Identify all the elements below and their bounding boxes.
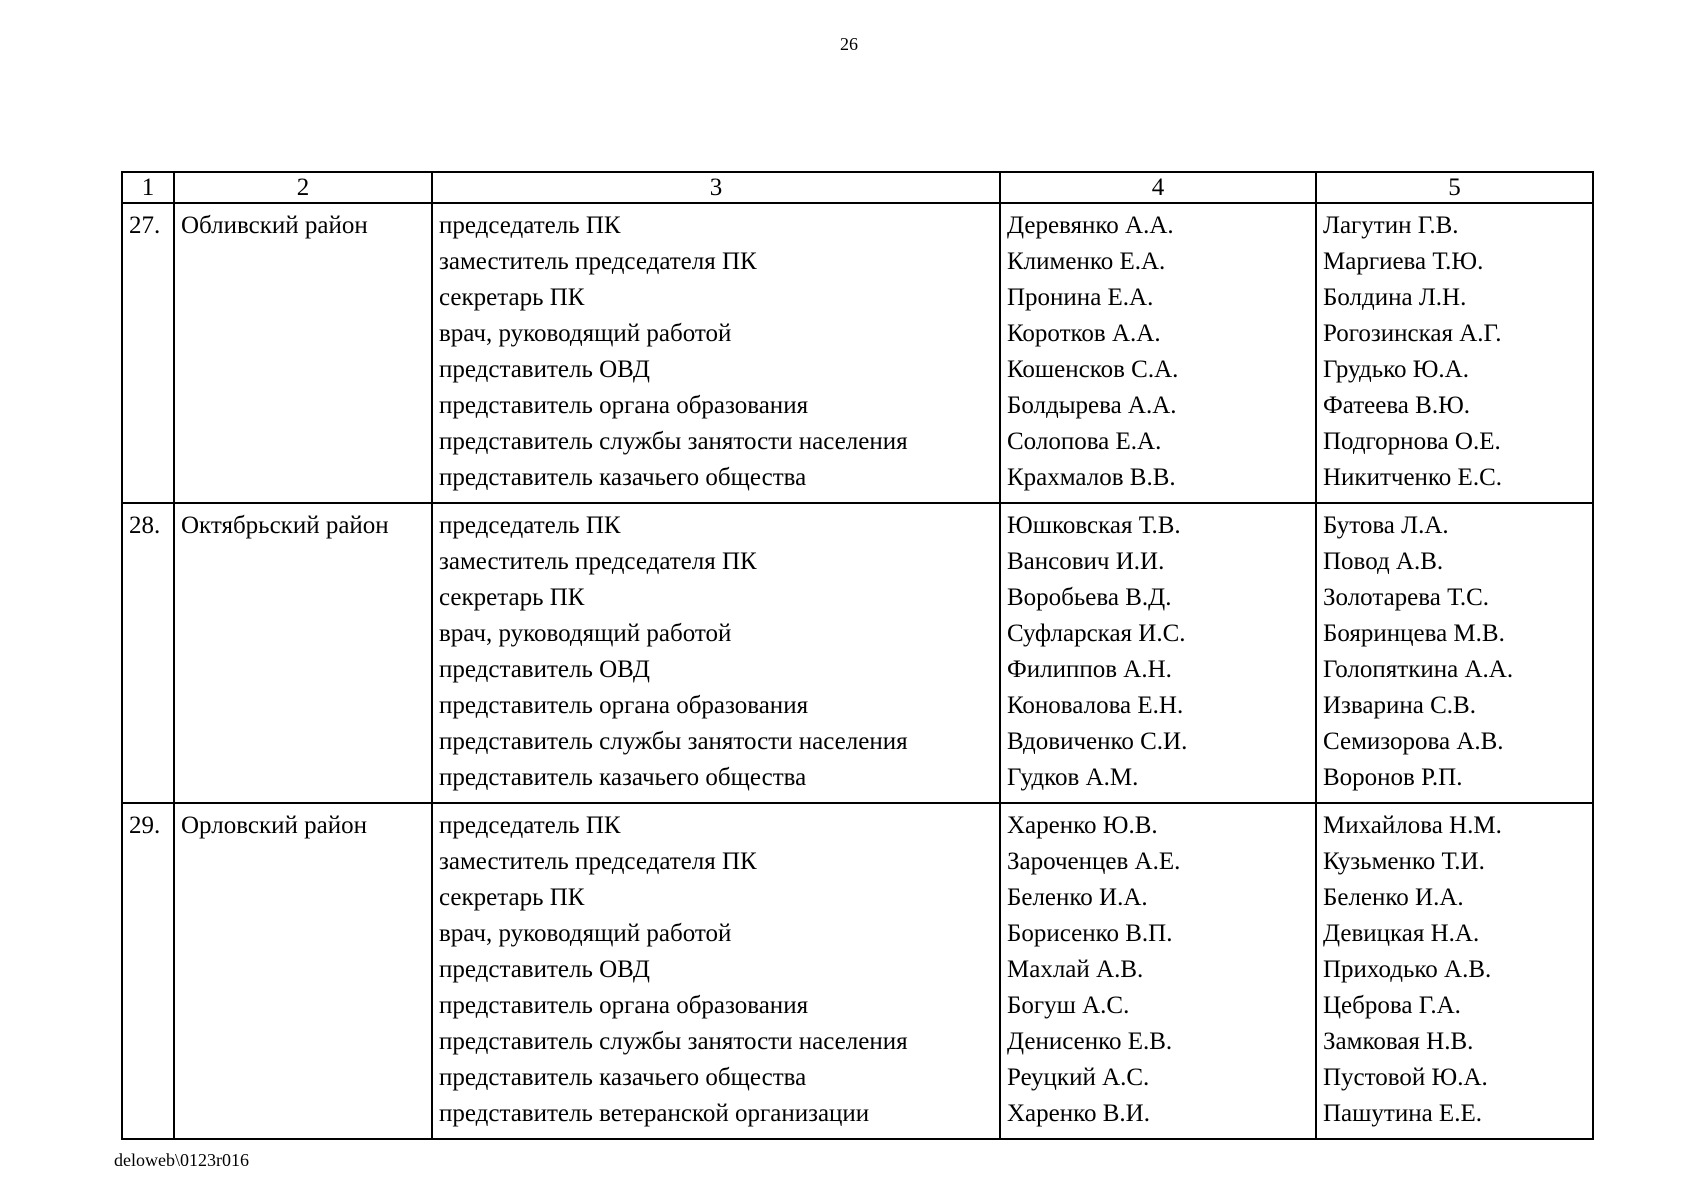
reserve-name: Повод А.В. xyxy=(1323,548,1444,575)
row-number: 27. xyxy=(129,212,161,239)
member-cell xyxy=(1000,803,1316,1139)
position-line: представитель ветеранской организации xyxy=(439,1100,870,1127)
reserve-name: Замковая Н.В. xyxy=(1323,1028,1474,1055)
row-number-cell xyxy=(122,503,174,803)
reserve-name: Приходько А.В. xyxy=(1323,956,1492,983)
member-name: Вдовиченко С.И. xyxy=(1007,728,1188,755)
reserve-name: Рогозинская А.Г. xyxy=(1323,320,1502,347)
reserve-name: Бутова Л.А. xyxy=(1323,512,1449,539)
reserve-cell xyxy=(1316,203,1593,503)
member-name: Коротков А.А. xyxy=(1007,320,1161,347)
member-name: Гудков А.М. xyxy=(1007,764,1139,791)
position-cell xyxy=(432,503,1000,803)
position-line: председатель ПК xyxy=(439,812,621,839)
header-cell-4: 4 xyxy=(1000,172,1316,203)
reserve-name: Цеброва Г.А. xyxy=(1323,992,1461,1019)
reserve-name: Девицкая Н.А. xyxy=(1323,920,1480,947)
member-name: Воробьева В.Д. xyxy=(1007,584,1172,611)
reserve-name: Кузьменко Т.И. xyxy=(1323,848,1485,875)
member-name: Юшковская Т.В. xyxy=(1007,512,1181,539)
position-line: представитель казачьего общества xyxy=(439,764,807,791)
member-name: Крахмалов В.В. xyxy=(1007,464,1176,491)
commission-table xyxy=(121,171,1594,1140)
row-number-cell xyxy=(122,803,174,1139)
reserve-name: Золотарева Т.С. xyxy=(1323,584,1490,611)
header-cell-1: 1 xyxy=(122,172,174,203)
position-line: представитель органа образования xyxy=(439,992,809,1019)
reserve-cell xyxy=(1316,503,1593,803)
reserve-name: Болдина Л.Н. xyxy=(1323,284,1467,311)
member-name: Вансович И.И. xyxy=(1007,548,1165,575)
reserve-name: Пашутина Е.Е. xyxy=(1323,1100,1482,1127)
member-name: Филиппов А.Н. xyxy=(1007,656,1172,683)
position-line: представитель ОВД xyxy=(439,356,650,383)
table-header-row xyxy=(122,172,1593,203)
region-cell xyxy=(174,203,432,503)
position-line: секретарь ПК xyxy=(439,284,585,311)
reserve-name: Никитченко Е.С. xyxy=(1323,464,1503,491)
table-row xyxy=(122,503,1593,803)
reserve-name: Подгорнова О.Е. xyxy=(1323,428,1501,455)
position-line: врач, руководящий работой xyxy=(439,320,732,347)
member-name: Солопова Е.А. xyxy=(1007,428,1162,455)
member-name: Махлай А.В. xyxy=(1007,956,1144,983)
member-cell xyxy=(1000,503,1316,803)
reserve-cell xyxy=(1316,803,1593,1139)
position-line: заместитель председателя ПК xyxy=(439,848,757,875)
position-line: представитель органа образования xyxy=(439,392,809,419)
member-name: Реуцкий А.С. xyxy=(1007,1064,1150,1091)
position-line: заместитель председателя ПК xyxy=(439,548,757,575)
table-row xyxy=(122,803,1593,1139)
member-name: Харенко В.И. xyxy=(1007,1100,1150,1127)
position-line: заместитель председателя ПК xyxy=(439,248,757,275)
region-cell xyxy=(174,503,432,803)
reserve-name: Воронов Р.П. xyxy=(1323,764,1463,791)
region-name: Обливский район xyxy=(181,212,368,239)
footer-doc-code: deloweb\0123r016 xyxy=(114,1150,249,1170)
header-cell-5: 5 xyxy=(1316,172,1593,203)
position-line: представитель ОВД xyxy=(439,956,650,983)
position-line: председатель ПК xyxy=(439,212,621,239)
reserve-name: Михайлова Н.М. xyxy=(1323,812,1502,839)
region-name: Октябрьский район xyxy=(181,512,389,539)
reserve-name: Бояринцева М.В. xyxy=(1323,620,1505,647)
header-cell-2: 2 xyxy=(174,172,432,203)
page-number: 26 xyxy=(840,34,858,54)
position-line: представитель казачьего общества xyxy=(439,1064,807,1091)
reserve-name: Лагутин Г.В. xyxy=(1323,212,1459,239)
reserve-name: Беленко И.А. xyxy=(1323,884,1464,911)
reserve-name: Пустовой Ю.А. xyxy=(1323,1064,1488,1091)
row-number: 29. xyxy=(129,812,161,839)
position-line: представитель казачьего общества xyxy=(439,464,807,491)
member-name: Коновалова Е.Н. xyxy=(1007,692,1184,719)
member-name: Беленко И.А. xyxy=(1007,884,1148,911)
member-name: Денисенко Е.В. xyxy=(1007,1028,1173,1055)
row-number: 28. xyxy=(129,512,161,539)
position-line: представитель службы занятости населения xyxy=(439,728,908,755)
header-cell-3: 3 xyxy=(432,172,1000,203)
reserve-name: Голопяткина А.А. xyxy=(1323,656,1514,683)
member-name: Борисенко В.П. xyxy=(1007,920,1173,947)
position-line: представитель службы занятости населения xyxy=(439,428,908,455)
reserve-name: Грудько Ю.А. xyxy=(1323,356,1469,383)
position-cell xyxy=(432,203,1000,503)
position-line: представитель службы занятости населения xyxy=(439,1028,908,1055)
reserve-name: Фатеева В.Ю. xyxy=(1323,392,1471,419)
member-name: Болдырева А.А. xyxy=(1007,392,1177,419)
position-line: председатель ПК xyxy=(439,512,621,539)
member-name: Деревянко А.А. xyxy=(1007,212,1174,239)
row-number-cell xyxy=(122,203,174,503)
reserve-name: Семизорова А.В. xyxy=(1323,728,1504,755)
position-cell xyxy=(432,803,1000,1139)
member-name: Зароченцев А.Е. xyxy=(1007,848,1181,875)
position-line: представитель органа образования xyxy=(439,692,809,719)
position-line: врач, руководящий работой xyxy=(439,920,732,947)
position-line: секретарь ПК xyxy=(439,584,585,611)
reserve-name: Маргиева Т.Ю. xyxy=(1323,248,1484,275)
member-name: Суфларская И.С. xyxy=(1007,620,1186,647)
member-cell xyxy=(1000,203,1316,503)
member-name: Пронина Е.А. xyxy=(1007,284,1154,311)
region-cell xyxy=(174,803,432,1139)
member-name: Богуш А.С. xyxy=(1007,992,1130,1019)
table-row xyxy=(122,203,1593,503)
member-name: Харенко Ю.В. xyxy=(1007,812,1158,839)
position-line: секретарь ПК xyxy=(439,884,585,911)
position-line: врач, руководящий работой xyxy=(439,620,732,647)
region-name: Орловский район xyxy=(181,812,367,839)
member-name: Кошенсков С.А. xyxy=(1007,356,1179,383)
reserve-name: Изварина С.В. xyxy=(1323,692,1476,719)
member-name: Клименко Е.А. xyxy=(1007,248,1166,275)
position-line: представитель ОВД xyxy=(439,656,650,683)
